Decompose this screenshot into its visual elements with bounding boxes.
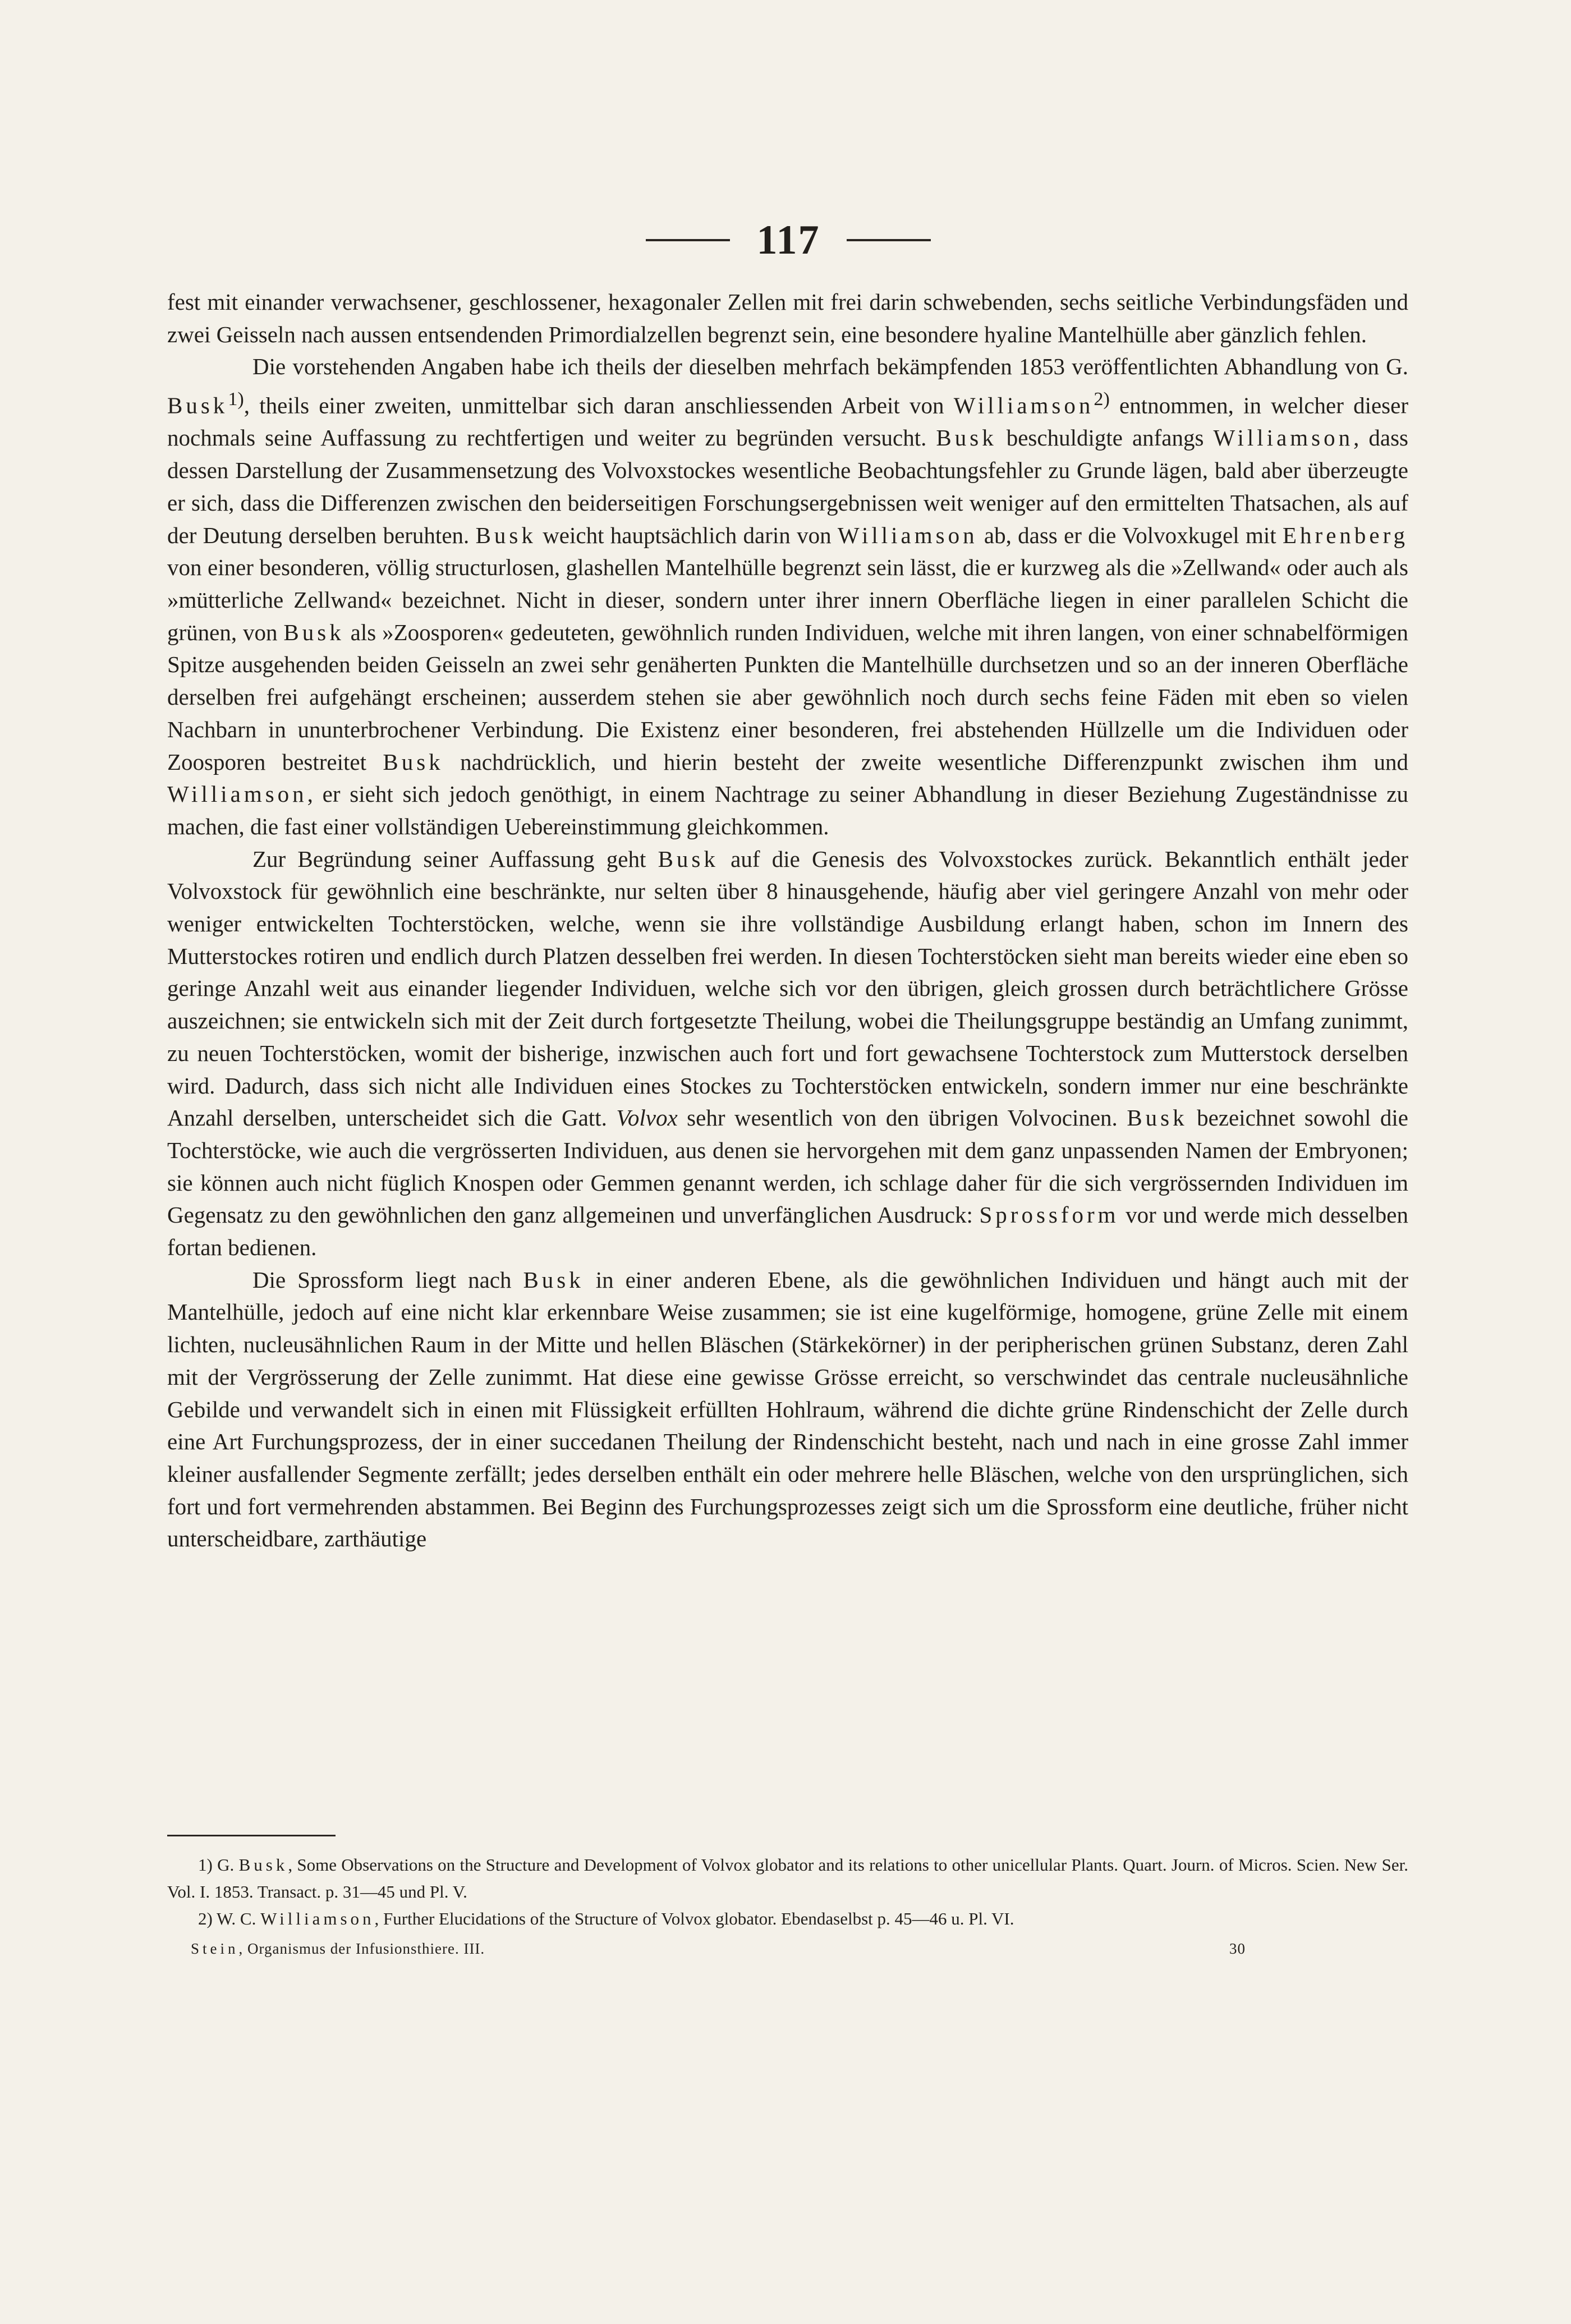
text-run: , dass dessen Darstellung der Zusammensetzung des Volvoxstockes wesentliche Beobachtungsfehler zu Grunde lägen, bald aber überzeugte er sich, dass die Differenzen zwischen den beiderseitigen Forschungsergebnissen weit weniger auf den ermittelten Thatsachen, als auf der Deutung derselben beruhten. — [167, 425, 1409, 548]
text-run: nachdrücklich, und hierin besteht der zweite wesentliche Differenzpunkt zwischen ihm und — [443, 748, 1408, 775]
spaced-name: Williamson — [837, 522, 978, 548]
text-run: als »Zoosporen« gedeuteten, gewöhnlich runden Individuen, welche mit ihren langen, von einer schnabelförmigen Spitze ausgehenden beiden Geisseln an zwei sehr genäherten Punkten die Mantelhülle durchsetzen und so an der inneren Oberfläche derselben frei aufgehängt erscheinen; ausserdem stehen sie aber gewöhnlich noch durch sechs feine Fäden mit eben so vielen Nachbarn in ununterbrochener Verbindung. Die Existenz einer besonderen, frei abstehenden Hüllzelle um die Individuen oder Zoosporen bestreitet — [167, 619, 1408, 775]
text-run: vor und werde mich desselben fortan bedienen. — [167, 1202, 1409, 1261]
spaced-name: Busk — [475, 522, 536, 548]
text-run: beschuldigte anfangs — [996, 425, 1214, 451]
text-run: in einer anderen Ebene, als die gewöhnlichen Individuen und hängt auch mit der Mantelhülle, jedoch auf eine nicht klar erkennbare Weise zusammen; sie ist eine kugelförmige, homogene, grüne Zelle mit einem lichten, nucleusähnlichen Raum in der Mitte und hellen Bläschen (Stärkekörner) in der peripherischen grünen Substanz, deren Zahl mit der Vergrösserung der Zelle zunimmt. Hat diese eine gewisse Grösse erreicht, so verschwindet das centrale nucleusähnliche Gebilde und verwandelt sich in einen mit Flüssigkeit erfüllten Hohlraum, während die dichte grüne Rindenschicht der Zelle durch eine Art Furchungsprozess, der in einer succedanen Theilung der Rindenschicht besteht, nach und nach in eine grosse Zahl immer kleiner ausfallender Segmente zerfällt; jedes derselben enthält ein oder mehrere helle Bläschen, welche von den ursprünglichen, sich fort und fort vermehrenden abstammen. Bei Beginn des Furchungsprozesses zeigt sich um die Sprossform eine deutliche, früher nicht unterscheidbare, zarthäutige — [167, 1266, 1409, 1552]
footnote — [167, 1852, 1408, 1905]
spaced-name: Busk — [1127, 1105, 1188, 1131]
text-run: sehr wesentlich von den übrigen Volvocinen. — [677, 1105, 1127, 1131]
text-run: Die vorstehenden Angaben habe ich theils der dieselben mehrfach bekämpfenden 1853 veröffentlichten Abhandlung von G. — [252, 353, 1408, 380]
text-run: entnommen, in welcher dieser nochmals seine Auffassung zu rechtfertigen und weiter zu begründen versucht. — [167, 392, 1408, 451]
footnote-ref: 2) — [1094, 389, 1110, 410]
text-run: , theils einer zweiten, unmittelbar sich daran anschliessenden Arbeit von — [244, 392, 954, 419]
paragraph — [167, 1264, 1408, 1555]
text-run: auf die Genesis des Volvoxstockes zurück. Bekanntlich enthält jeder Volvoxstock für gewöhnlich eine beschränkte, nur selten über 8 hinausgehende, häufig aber viel geringere Anzahl von mehr oder weniger entwickelten Tochterstöcken, welche, wenn sie ihre vollständige Ausbildung erlangt haben, schon im Innern des Mutterstockes rotiren und endlich durch Platzen desselben frei werden. In diesen Tochterstöcken sieht man bereits wieder eine eben so geringe Anzahl weit aus einander liegender Individuen, welche sich vor den übrigen, gleich grossen durch beträchtlichere Grösse auszeichnen; sie entwickeln sich mit der Zeit durch fortgesetzte Theilung, wobei die Theilungsgruppe beständig an Umfang zunimmt, zu neuen Tochterstöcken, womit der bisherige, inzwischen auch fort und fort gewachsene Tochterstock zum Mutterstock derselben wird. Dadurch, dass sich nicht alle Individuen eines Stockes zu Tochterstöcken entwickeln, sondern immer nur eine beschränkte Anzahl derselben, unterscheidet sich die Gatt. — [167, 846, 1408, 1131]
body-text — [167, 286, 1408, 1555]
printer-signature — [191, 1940, 1246, 1958]
signature-title: , Organismus der Infusionsthiere. III. — [238, 1940, 485, 1957]
header-rule-left — [646, 239, 730, 241]
spaced-name: Williamson — [1213, 425, 1354, 451]
spaced-name: Ehrenberg — [1283, 522, 1409, 548]
sheet-number: 30 — [1229, 1940, 1246, 1957]
text-run: , Further Elucidations of the Structure of Volvox globator. Ebendaselbst p. 45—46 u. Pl. VI. — [374, 1909, 1014, 1928]
text-run: von einer besonderen, völlig structurlosen, glashellen Mantelhülle begrenzt sein lässt, die er kurzweg als die »Zellwand« oder auch als »mütterliche Zellwand« bezeichnet. Nicht in dieser, sondern unter ihrer innern Oberfläche liegen in einer parallelen Schicht die grünen, von — [167, 554, 1408, 645]
text-run: fest mit einander verwachsener, geschlossener, hexagonaler Zellen mit frei darin schwebenden, sechs seitliche Verbindungsfäden und zwei Geisseln nach aussen entsendenden Primordialzellen begrenzt sein, eine besondere hyaline Mantelhülle aber gänzlich fehlen. — [167, 289, 1408, 347]
text-run: ab, dass er die Volvoxkugel mit — [977, 522, 1283, 548]
footnotes — [167, 1852, 1408, 1932]
paragraph — [167, 286, 1408, 351]
spaced-name: Busk — [936, 425, 997, 451]
spaced-name: Busk — [283, 619, 344, 645]
text-run: , er sieht sich jedoch genöthigt, in einem Nachtrage zu seiner Abhandlung in dieser Beziehung Zugeständnisse zu machen, die fast einer vollständigen Uebereinstimmung gleichkommen. — [167, 781, 1408, 839]
text-run: Zur Begründung seiner Auffassung geht — [252, 846, 658, 872]
signature-text — [191, 1940, 485, 1958]
text-run: , Some Observations on the Structure and Development of Volvox globator and its relations to other unicellular Plants. Quart. Journ. of Micros. Scien. New Ser. Vol. I. 1853. Transact. p. 31—45 und Pl. V. — [167, 1855, 1408, 1902]
text-run: 1) G. — [198, 1855, 239, 1875]
spaced-name: Busk — [167, 392, 228, 419]
footnote-ref: 1) — [228, 389, 244, 410]
text-run: Die Sprossform liegt nach — [252, 1266, 523, 1293]
text-run: 2) W. C. — [198, 1909, 261, 1928]
signature-author: Stein — [191, 1940, 239, 1957]
page-header — [637, 212, 940, 268]
italic-term: Volvox — [616, 1105, 678, 1131]
spaced-name: Busk — [238, 1855, 288, 1875]
spaced-name: Sprossform — [979, 1202, 1119, 1228]
page-number: 117 — [756, 217, 820, 263]
spaced-name: Williamson — [953, 392, 1094, 419]
text-run: weicht hauptsächlich darin von — [536, 522, 838, 548]
paragraph — [167, 351, 1408, 843]
spaced-name: Busk — [658, 846, 719, 872]
footnote — [167, 1905, 1408, 1932]
text-run: bezeichnet sowohl die Tochterstöcke, wie auch die vergrösserten Individuen, aus denen sie hervorgehen mit dem ganz unpassenden Namen der Embryonen; sie können auch nicht füglich Knospen oder Gemmen genannt werden, ich schlage daher für die sich vergrössernden Individuen im Gegensatz zu den gewöhnlichen den ganz allgemeinen und unverfänglichen Ausdruck: — [167, 1105, 1408, 1228]
spaced-name: Busk — [523, 1266, 584, 1293]
paragraph — [167, 843, 1408, 1264]
spaced-name: Williamson — [260, 1909, 375, 1928]
header-rule-right — [847, 239, 931, 241]
footnote-rule — [167, 1835, 336, 1836]
spaced-name: Williamson — [167, 781, 307, 807]
spaced-name: Busk — [383, 748, 444, 775]
